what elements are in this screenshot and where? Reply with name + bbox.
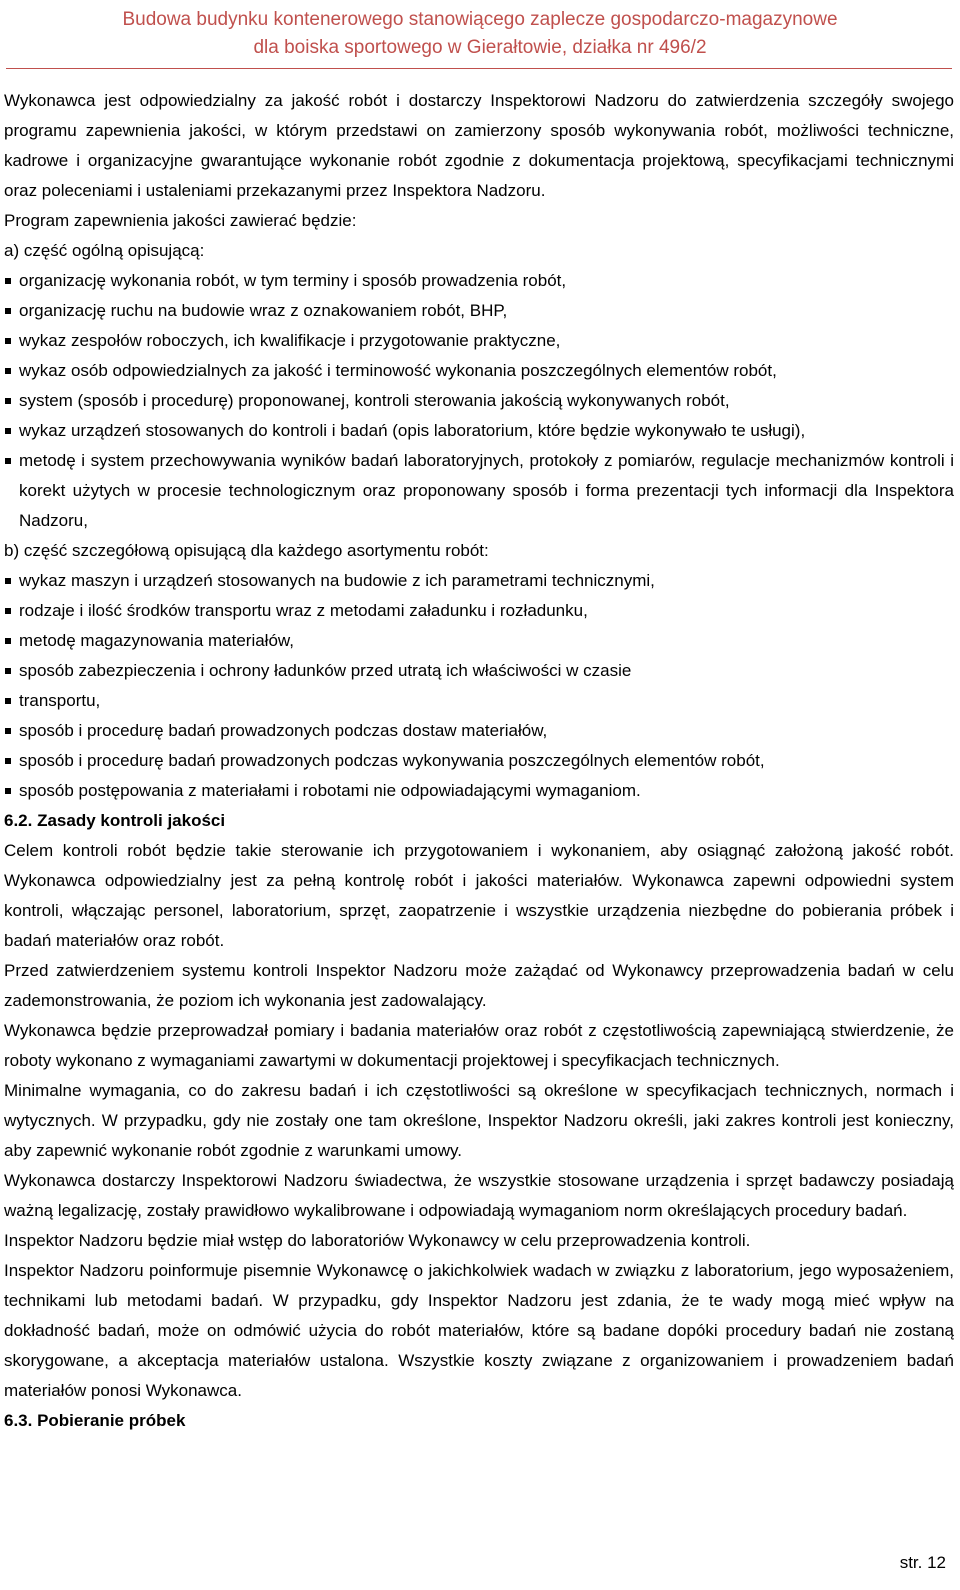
list-item: organizację wykonania robót, w tym terminy i sposób prowadzenia robót,	[4, 266, 954, 296]
section-paragraph: Wykonawca dostarczy Inspektorowi Nadzoru świadectwa, że wszystkie stosowane urządzenia i sprzęt badawczy posiadają ważną legalizację, zostały prawidłowo wykalibrowane i odpowiadają wymaganiom norm określających procedury badań.	[4, 1171, 954, 1220]
list-item: sposób i procedurę badań prowadzonych podczas dostaw materiałów,	[4, 716, 954, 746]
list-item: sposób i procedurę badań prowadzonych podczas wykonywania poszczególnych elementów robót,	[4, 746, 954, 776]
list-item: wykaz osób odpowiedzialnych za jakość i terminowość wykonania poszczególnych elementów robót,	[4, 356, 954, 386]
document-header	[0, 6, 960, 62]
part-a-list	[4, 266, 954, 536]
section-paragraph: Celem kontroli robót będzie takie sterowanie ich przygotowaniem i wykonaniem, aby osiągnąć założoną jakość robót. Wykonawca odpowiedzialny jest za pełną kontrolę robót i jakości materiałów. Wykonawca zapewni odpowiedni system kontroli, włączając personel, laboratorium, sprzęt, zaopatrzenie i wszystkie urządzenia niezbędne do pobierania próbek i badań materiałów oraz robót.	[4, 841, 954, 950]
part-a-label: a) część ogólną opisującą:	[4, 241, 205, 260]
list-item: rodzaje i ilość środków transportu wraz z metodami załadunku i rozładunku,	[4, 596, 954, 626]
section-paragraph: Przed zatwierdzeniem systemu kontroli Inspektor Nadzoru może zażądać od Wykonawcy przeprowadzenia badań w celu zademonstrowania, że poziom ich wykonania jest zadowalający.	[4, 961, 954, 1010]
list-item: organizację ruchu na budowie wraz z oznakowaniem robót, BHP,	[4, 296, 954, 326]
list-item: transportu,	[4, 686, 954, 716]
list-item: wykaz zespołów roboczych, ich kwalifikacje i przygotowanie praktyczne,	[4, 326, 954, 356]
list-item: system (sposób i procedurę) proponowanej, kontroli sterowania jakością wykonywanych robót,	[4, 386, 954, 416]
list-item: wykaz urządzeń stosowanych do kontroli i badań (opis laboratorium, które będzie wykonywało te usługi),	[4, 416, 954, 446]
header-title-line-1: Budowa budynku kontenerowego stanowiącego zaplecze gospodarczo-magazynowe	[122, 9, 838, 30]
document-body	[4, 86, 954, 1436]
section-heading-6-3: 6.3. Pobieranie próbek	[4, 1411, 186, 1430]
section-paragraph: Inspektor Nadzoru poinformuje pisemnie Wykonawcę o jakichkolwiek wadach w związku z laboratorium, jego wyposażeniem, technikami lub metodami badań. W przypadku, gdy Inspektor Nadzoru jest zdania, że te wady mogą mieć wpływ na dokładność badań, może on odmówić użycia do robót materiałów, które są badane dopóki procedury badań nie zostaną skorygowane, a akceptacja materiałów ustalona. Wszystkie koszty związane z organizowaniem i prowadzeniem badań materiałów ponosi Wykonawca.	[4, 1261, 954, 1400]
section-paragraph: Wykonawca będzie przeprowadzał pomiary i badania materiałów oraz robót z częstotliwością zapewniającą stwierdzenie, że roboty wykonano z wymaganiami zawartymi w dokumentacji projektowej i specyfikacjach technicznych.	[4, 1021, 954, 1070]
list-item: metodę i system przechowywania wyników badań laboratoryjnych, protokoły z pomiarów, regulacje mechanizmów kontroli i korekt użytych w procesie technologicznym oraz proponowany sposób i forma prezentacji tych informacji dla Inspektora Nadzoru,	[4, 446, 954, 536]
header-divider	[6, 68, 952, 69]
list-item: sposób postępowania z materiałami i robotami nie odpowiadającymi wymaganiom.	[4, 776, 954, 806]
section-heading-6-2: 6.2. Zasady kontroli jakości	[4, 811, 226, 830]
program-line: Program zapewnienia jakości zawierać będzie:	[4, 211, 357, 230]
part-b-list	[4, 566, 954, 806]
section-paragraph: Inspektor Nadzoru będzie miał wstęp do laboratoriów Wykonawcy w celu przeprowadzenia kontroli.	[4, 1231, 751, 1250]
list-item: metodę magazynowania materiałów,	[4, 626, 954, 656]
section-paragraph: Minimalne wymagania, co do zakresu badań i ich częstotliwości są określone w specyfikacjach technicznych, normach i wytycznych. W przypadku, gdy nie zostały one tam określone, Inspektor Nadzoru określi, jaki zakres kontroli jest konieczny, aby zapewnić wykonanie robót zgodnie z warunkami umowy.	[4, 1081, 954, 1160]
intro-paragraph: Wykonawca jest odpowiedzialny za jakość robót i dostarczy Inspektorowi Nadzoru do zatwierdzenia szczegóły swojego programu zapewnienia jakości, w którym przedstawi on zamierzony sposób wykonywania robót, możliwości techniczne, kadrowe i organizacyjne gwarantujące wykonanie robót zgodnie z dokumentacja projektową, specyfikacjami technicznymi oraz poleceniami i ustaleniami przekazanymi przez Inspektora Nadzoru.	[4, 91, 954, 200]
part-b-label: b) część szczegółową opisującą dla każdego asortymentu robót:	[4, 541, 489, 560]
list-item: wykaz maszyn i urządzeń stosowanych na budowie z ich parametrami technicznymi,	[4, 566, 954, 596]
page-number: str. 12	[899, 1553, 946, 1572]
header-title-line-2: dla boiska sportowego w Gierałtowie, działka nr 496/2	[253, 37, 707, 58]
list-item: sposób zabezpieczenia i ochrony ładunków przed utratą ich właściwości w czasie	[4, 656, 954, 686]
